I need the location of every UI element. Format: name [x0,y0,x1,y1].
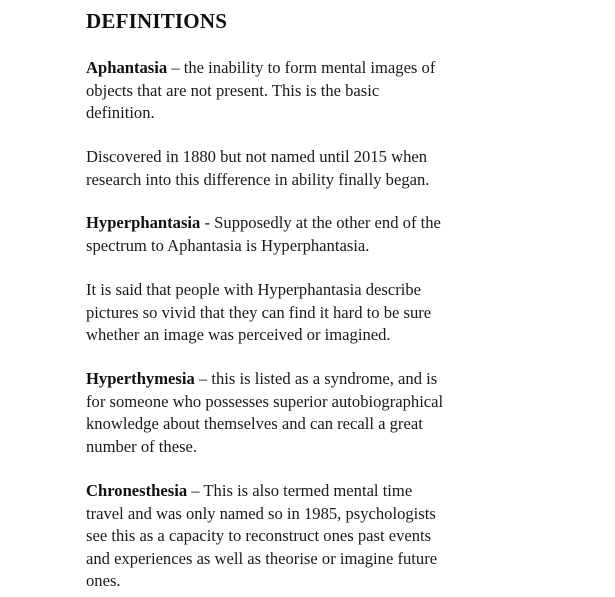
text-line: Discovered in 1880 but not named until 2015 when [86,147,428,166]
term-aphantasia: Aphantasia [86,58,168,77]
definition-chronesthesia [86,480,437,593]
text-line: definition. [86,103,155,122]
text-line: and experiences as well as theorise or imagine future [86,548,438,568]
text-line: ones. [86,571,121,590]
term-chronesthesia: Chronesthesia [86,481,188,500]
definition-hyperthymesia [86,368,443,458]
text-line: Aphantasia – the inability to form mental images of [86,58,436,77]
text-line: research into this difference in ability finally began. [86,169,430,189]
paragraph-discovery-history [86,146,429,191]
text-line: Hyperphantasia - Supposedly at the other end of the [86,213,441,232]
text-line: number of these. [86,436,198,456]
separator: - [200,213,215,232]
text-line: knowledge about themselves and can recall a great [86,414,423,433]
text-line: travel and was only named so in 1985, psychologists [86,503,436,523]
separator: – [194,369,212,388]
definition-hyperphantasia [86,212,441,257]
term-hyperphantasia: Hyperphantasia [86,213,201,232]
separator: – [167,58,184,77]
text-line: see this as a capacity to reconstruct ones past events [86,526,432,545]
text-line: Chronesthesia – This is also termed mental time [86,481,413,500]
definition-aphantasia [86,57,435,125]
text-line: whether an image was perceived or imagined. [86,325,391,344]
text-line: It is said that people with Hyperphantasia describe [86,280,422,299]
paragraph-hyperphantasia-description [86,279,431,347]
text-line: objects that are not present. This is the basic [86,80,380,100]
text-line: Hyperthymesia – this is listed as a syndrome, and is [86,369,438,388]
text-line: for someone who possesses superior autobiographical [86,391,444,411]
page-title: DEFINITIONS [86,9,228,33]
separator: – [187,481,204,500]
term-hyperthymesia: Hyperthymesia [86,369,195,388]
text-line: spectrum to Aphantasia is Hyperphantasia. [86,235,370,255]
text-line: pictures so vivid that they can find it hard to be sure [86,302,432,322]
